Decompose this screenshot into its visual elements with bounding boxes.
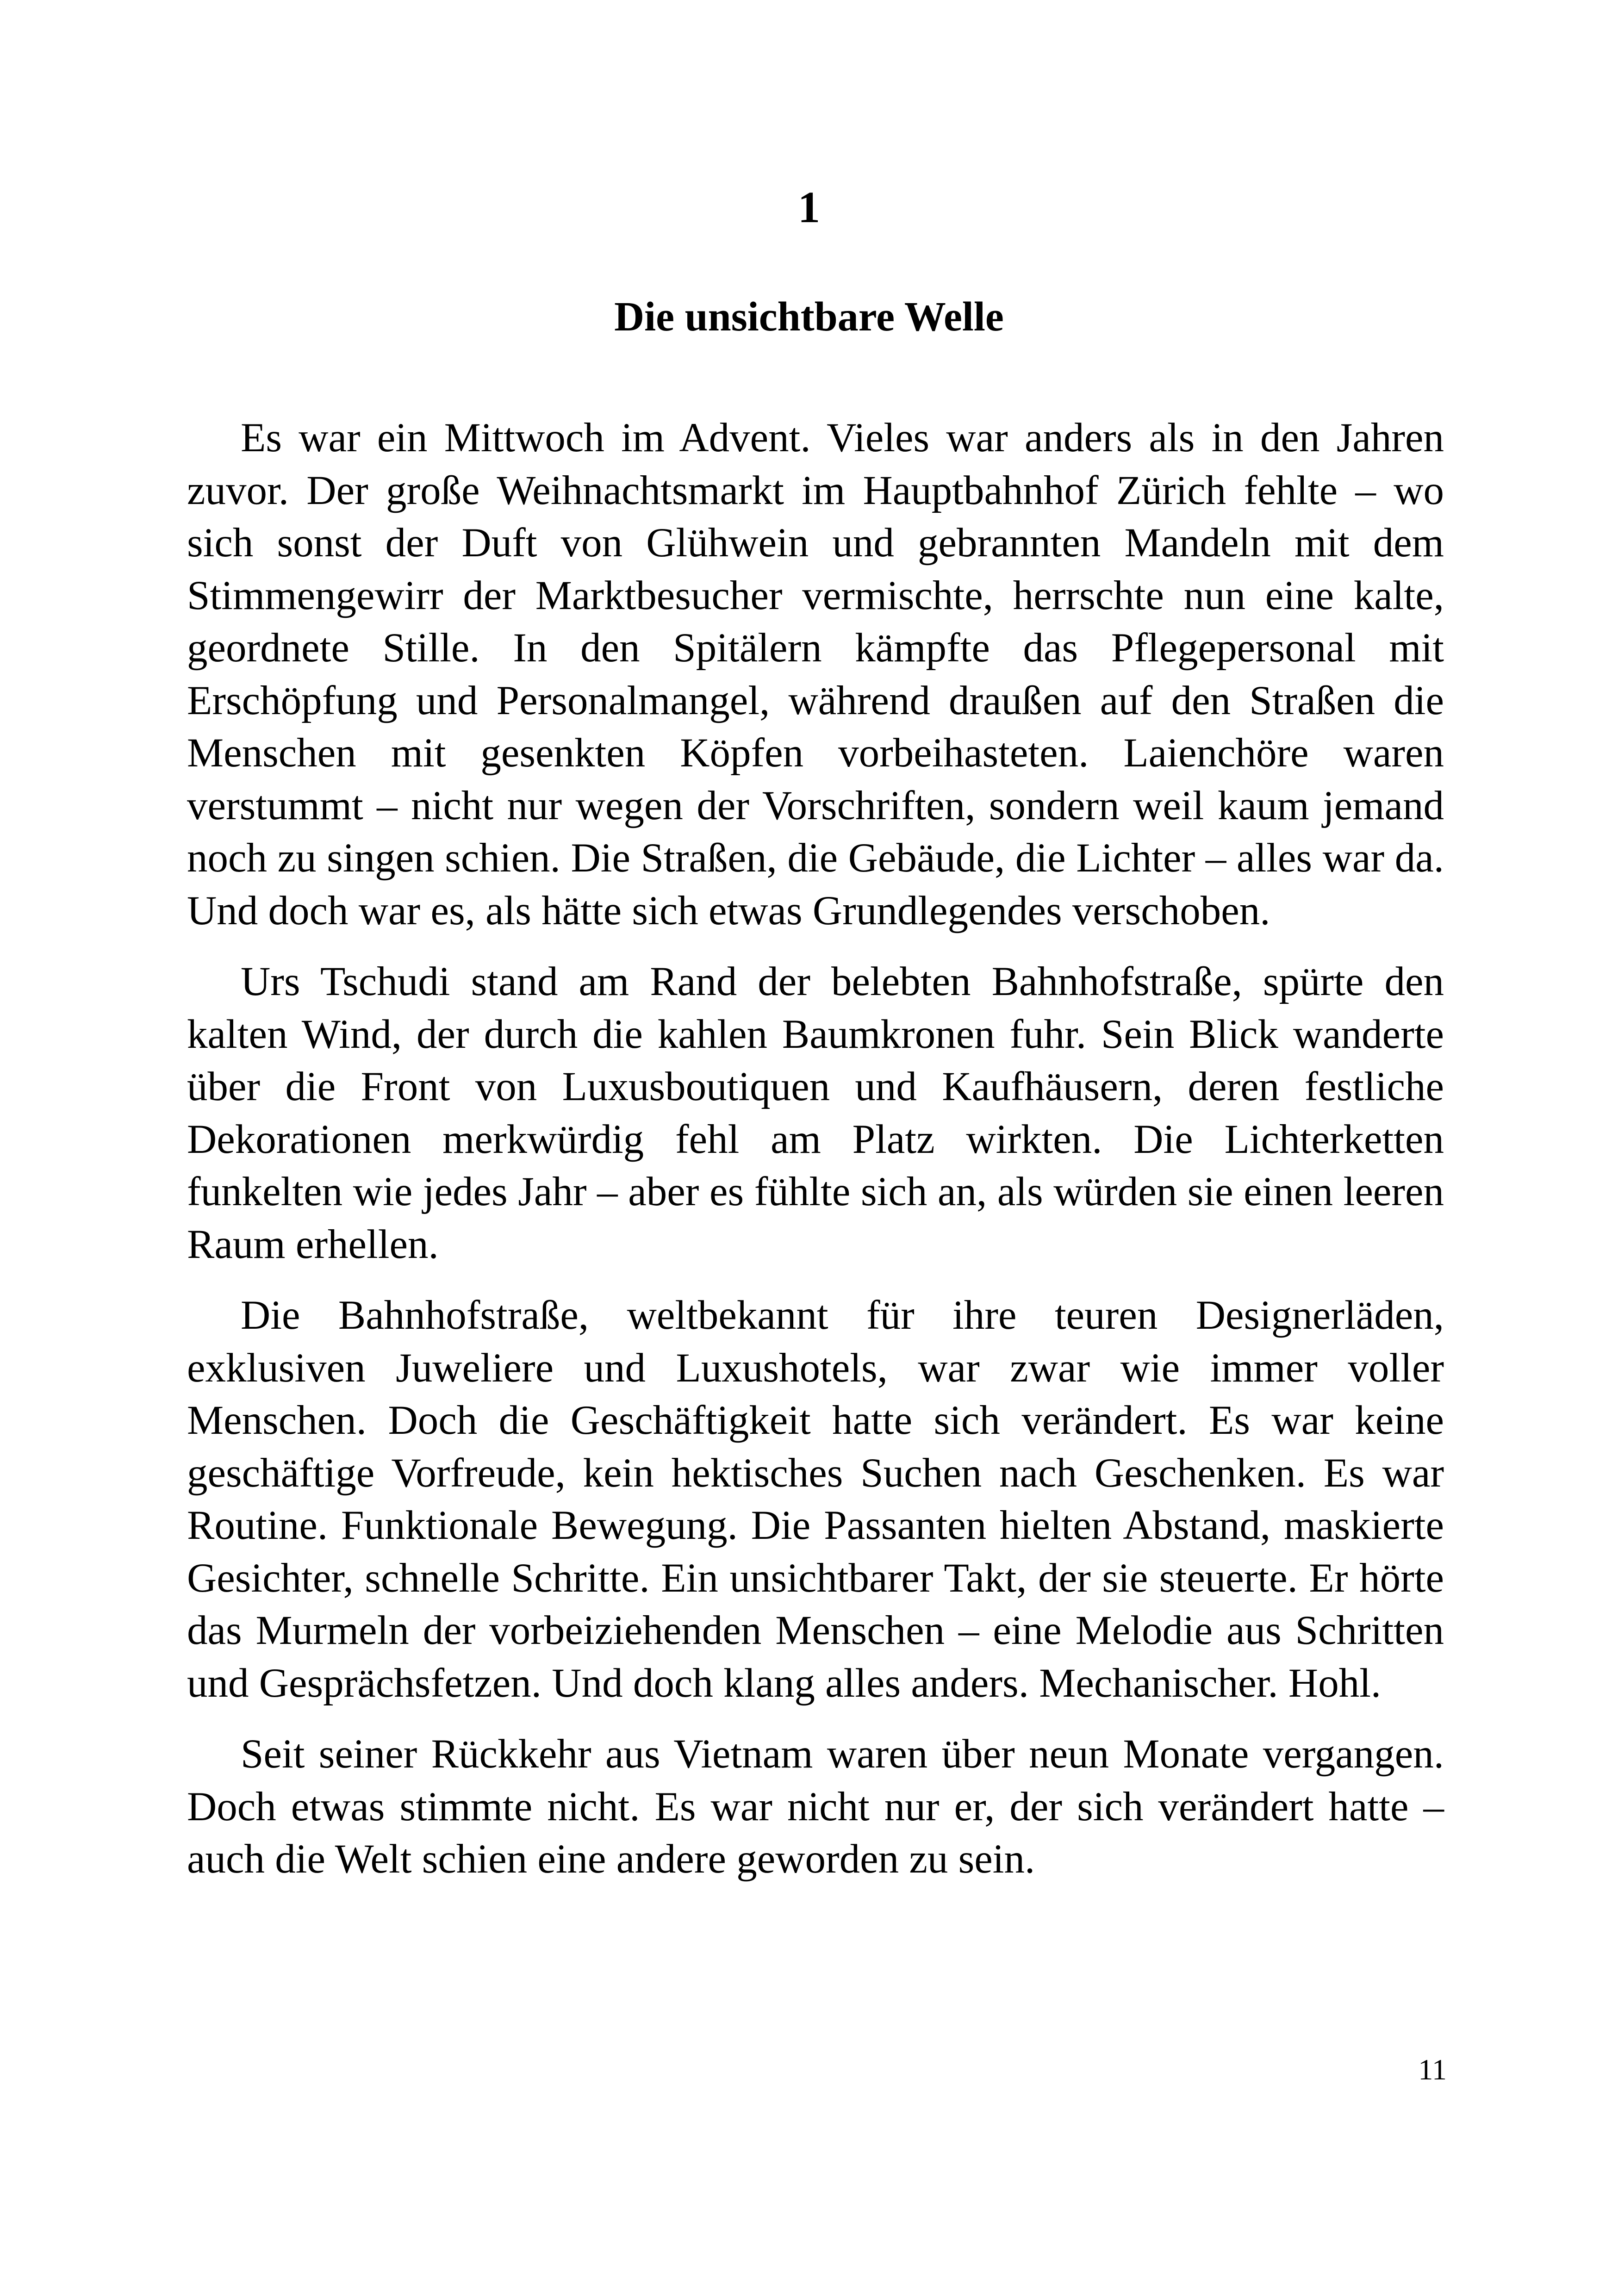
chapter-title: Die unsichtbare Welle — [614, 294, 1004, 340]
paragraph: Seit seiner Rückkehr aus Vietnam waren über neun Monate vergangen. Doch etwas stimmte nicht. Es war nicht nur er, der sich verändert hatte – auch die Welt schien eine andere geworden zu sein. — [187, 1731, 1444, 1882]
chapter-number: 1 — [798, 182, 820, 232]
paragraph: Es war ein Mittwoch im Advent. Vieles war anders als in den Jahren zuvor. Der große Weihnachtsmarkt im Hauptbahnhof Zürich fehlte – wo sich sonst der Duft von Glühwein und gebrannten Mandeln mit dem Stimmengewirr der Marktbesucher vermischte, herrschte nun eine kalte, geordnete Stille. In den Spitälern kämpfte das Pflegepersonal mit Erschöpfung und Personalmangel, während draußen auf den Straßen die Menschen mit gesenkten Köpfen vorbeihasteten. Laienchöre waren verstummt – nicht nur wegen der Vorschriften, sondern weil kaum jemand noch zu singen schien. Die Straßen, die Gebäude, die Lichter – alles war da. Und doch war es, als hätte sich etwas Grundlegendes verschoben. — [187, 415, 1444, 933]
page-number: 11 — [1418, 2053, 1447, 2086]
paragraph: Urs Tschudi stand am Rand der belebten Bahnhofstraße, spürte den kalten Wind, der durch die kahlen Baumkronen fuhr. Sein Blick wanderte über die Front von Luxusboutiquen und Kaufhäusern, deren festliche Dekorationen merkwürdig fehl am Platz wirkten. Die Lichterketten funkelten wie jedes Jahr – aber es fühlte sich an, als würden sie einen leeren Raum erhellen. — [187, 959, 1444, 1267]
paragraph: Die Bahnhofstraße, weltbekannt für ihre teuren Designerläden, exklusiven Juweliere und Luxushotels, war zwar wie immer voller Menschen. Doch die Geschäftigkeit hatte sich verändert. Es war keine geschäftige Vorfreude, kein hektisches Suchen nach Geschenken. Es war Routine. Funktionale Bewegung. Die Passanten hielten Abstand, maskierte Gesichter, schnelle Schritte. Ein unsichtbarer Takt, der sie steuerte. Er hörte das Murmeln der vorbeiziehenden Menschen – eine Melodie aus Schritten und Gesprächsfetzen. Und doch klang alles anders. Mechanischer. Hohl. — [187, 1293, 1444, 1706]
chapter-body — [187, 412, 1444, 1904]
